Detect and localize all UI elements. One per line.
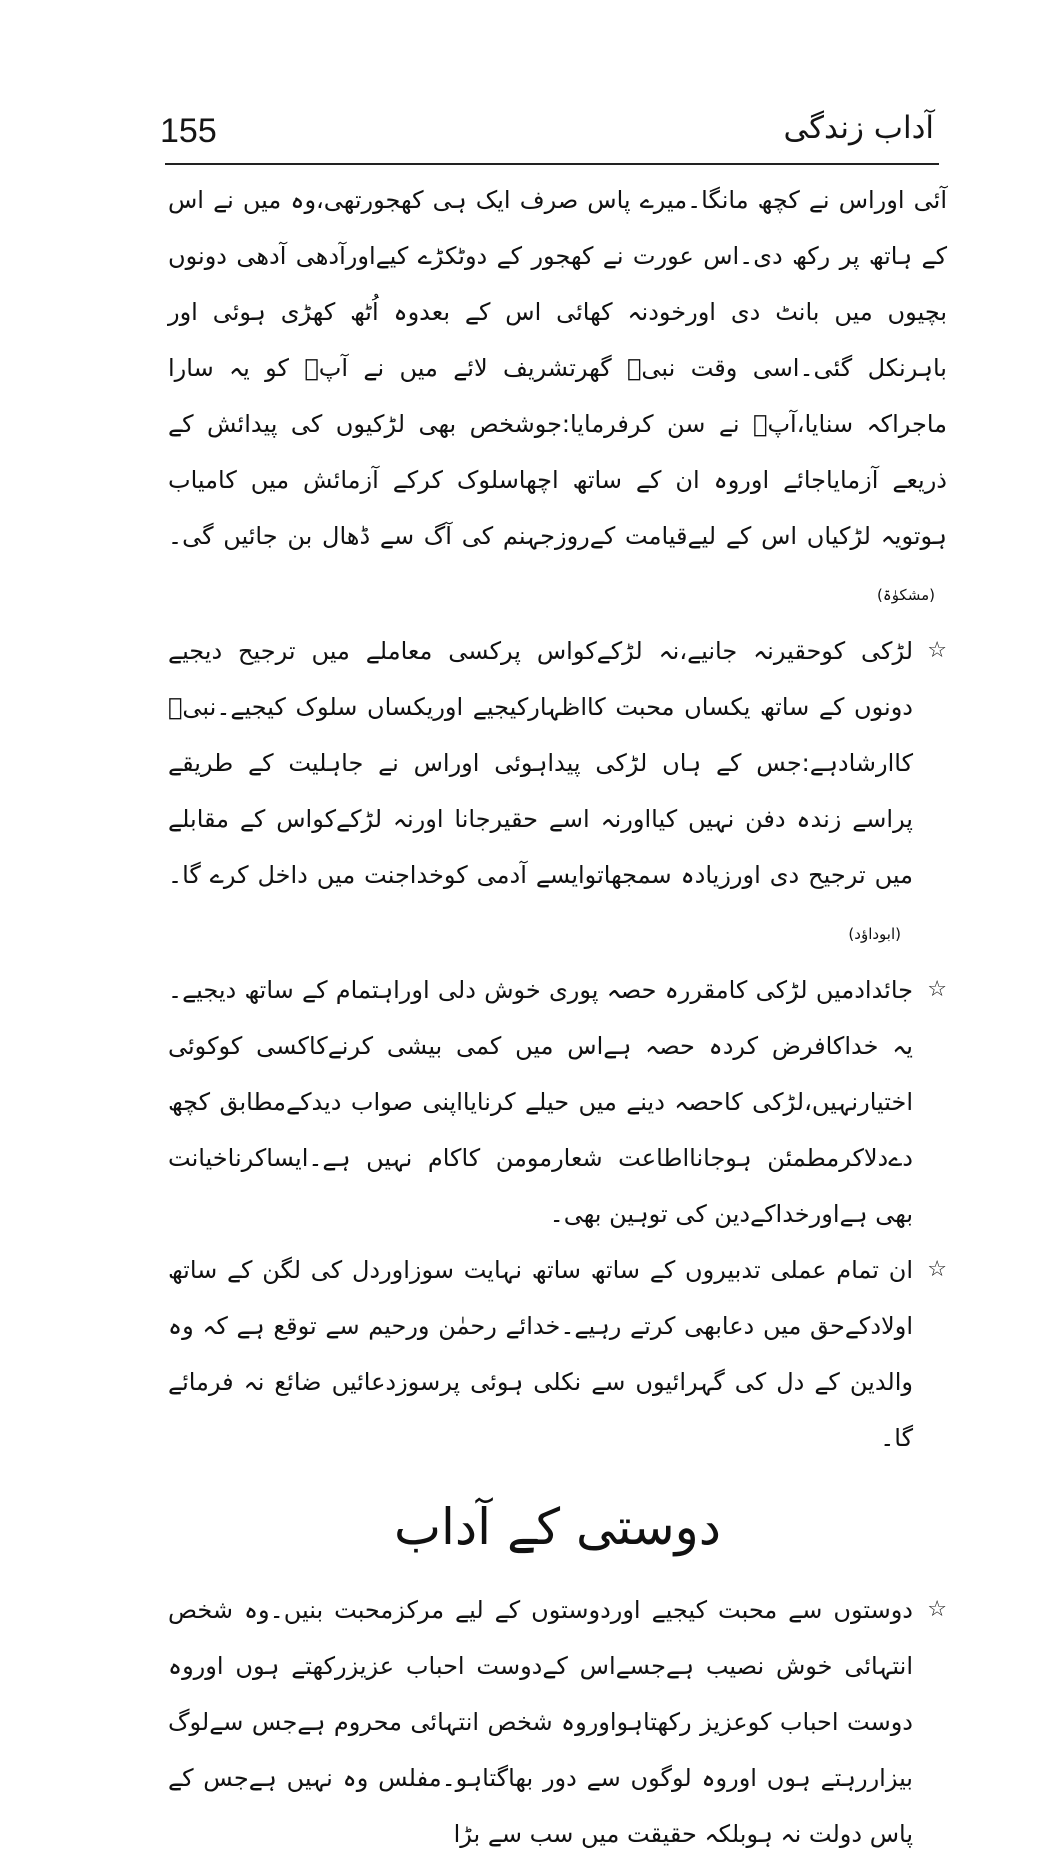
bullet-item: [168, 623, 947, 962]
star-bullet-icon: ☆: [927, 1597, 947, 1622]
bullet-text: لڑکی کوحقیرنہ جانیے،نہ لڑکےکواس پرکسی معاملے میں ترجیح دیجیے دونوں کے ساتھ یکساں محبت کااظہارکیجیے اوریکساں سلوک کیجیے۔نبیؐ کاارشادہے:جس کے ہاں لڑکی پیداہوئی اوراس نے جاہلیت کے طریقے پراسے زندہ دفن نہیں کیااورنہ اسے حقیرجانا اورنہ لڑکےکواس کے مقابلے میں ترجیح دی اورزیادہ سمجھاتوایسے آدمی کوخداجنت میں داخل کرے گا۔: [168, 637, 913, 889]
header-divider: [165, 163, 939, 165]
bullet-text-block: [168, 1582, 913, 1862]
bullet-text-block: [168, 962, 913, 1242]
star-bullet-icon: ☆: [927, 1257, 947, 1282]
bullet-text: ان تمام عملی تدبیروں کے ساتھ ساتھ نہایت سوزاوردل کی لگن کے ساتھ اولادکےحق میں دعابھی کرتے رہیے۔خدائے رحمٰن ورحیم سے توقع ہے کہ وہ والدین کے دل کی گہرائیوں سے نکلی ہوئی پرسوزدعائیں ضائع نہ فرمائے گا۔: [168, 1256, 913, 1452]
bullet-text: جائدادمیں لڑکی کامقررہ حصہ پوری خوش دلی اوراہتمام کے ساتھ دیجیے۔یہ خداکافرض کردہ حصہ ہےاس میں کمی بیشی کرنےکاکسی کوکوئی اختیارنہیں،لڑکی کاحصہ دینے میں حیلے کرنایااپنی صواب دیدکےمطابق کچھ دےدلاکرمطمئن ہوجانااطاعت شعارمومن کاکام نہیں ہے۔ایساکرناخیانت بھی ہےاورخداکےدین کی توہین بھی۔: [168, 976, 913, 1228]
bullet-item: [168, 1242, 947, 1466]
page-number: 155: [160, 112, 217, 150]
running-title: آداب زندگی: [783, 110, 934, 146]
intro-text: آئی اوراس نے کچھ مانگا۔میرے پاس صرف ایک ہی کھجورتھی،وہ میں نے اس کے ہاتھ پر رکھ دی۔اس عورت نے کھجور کے دوٹکڑے کیےاورآدھی آدھی دونوں بچیوں میں بانٹ دی اورخودنہ کھائی اس کے بعدوہ اُٹھ کھڑی ہوئی اور باہرنکل گئی۔اسی وقت نبیؐ گھرتشریف لائے میں نے آپؐ کو یہ سارا ماجراکہ سنایا،آپؐ نے سن کرفرمایا:جوشخص بھی لڑکیوں کی پیدائش کے ذریعے آزمایاجائے اوروہ ان کے ساتھ اچھاسلوک کرکے آزمائش میں کامیاب ہوتویہ لڑکیاں اس کے لیےقیامت کےروزجہنم کی آگ سے ڈھال بن جائیں گی۔: [168, 186, 947, 550]
intro-reference: (مشکوٰۃ): [877, 586, 935, 604]
section-heading: دوستی کے آداب: [393, 1498, 722, 1556]
bullet-reference: (ابوداؤد): [848, 925, 901, 943]
bullet-text-block: [168, 1242, 913, 1466]
star-bullet-icon: ☆: [927, 638, 947, 663]
bullet-text-block: [168, 623, 913, 962]
bullet-item: [168, 1582, 947, 1862]
star-bullet-icon: ☆: [927, 977, 947, 1002]
intro-paragraph: [168, 172, 947, 623]
page-body: [168, 172, 947, 1862]
bullet-text: دوستوں سے محبت کیجیے اوردوستوں کے لیے مرکزمحبت بنیں۔وہ شخص انتہائی خوش نصیب ہےجسےاس کےدوست احباب عزیزرکھتے ہوں اوروہ دوست احباب کوعزیز رکھتاہواوروہ شخص انتہائی محروم ہےجس سےلوگ بیزاررہتے ہوں اوروہ لوگوں سے دور بھاگتاہو۔مفلس وہ نہیں ہےجس کے پاس دولت نہ ہوبلکہ حقیقت میں سب سے بڑا: [168, 1596, 913, 1848]
bullet-item: [168, 962, 947, 1242]
